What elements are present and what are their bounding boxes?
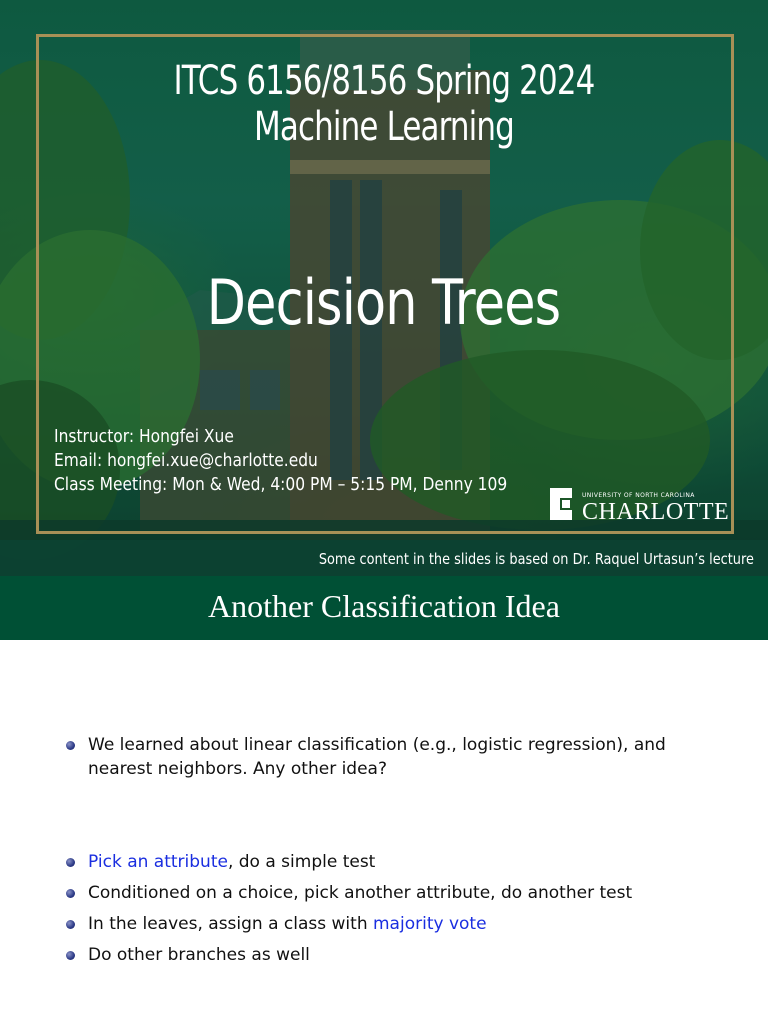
email-line: Email: hongfei.xue@charlotte.edu [54, 450, 318, 471]
lecture-title-text: Decision Trees [207, 266, 561, 339]
list-item [64, 912, 714, 936]
charlotte-c-mark-icon [546, 484, 578, 524]
bullet-icon [66, 858, 75, 867]
list-item [64, 850, 714, 874]
logo-charlotte-text: CHARLOTTE [582, 499, 730, 525]
intro-bullet-text: We learned about linear classification (e.g., logistic regression), and nearest neighbors. Any other idea? [88, 735, 666, 779]
course-info [54, 425, 507, 497]
university-logo [546, 482, 730, 526]
intro-bullet-list [64, 733, 714, 781]
slide-title: Another Classification Idea [208, 588, 560, 624]
step-text: Do other branches as well [88, 945, 310, 965]
step-text: Conditioned on a choice, pick another attribute, do another test [88, 883, 633, 903]
instructor-line: Instructor: Hongfei Xue [54, 426, 234, 447]
highlight-text: majority vote [373, 914, 487, 934]
bullet-icon [66, 951, 75, 960]
course-code-line: ITCS 6156/8156 Spring 2024 [173, 58, 595, 104]
list-item [64, 943, 714, 967]
course-name-line: Machine Learning [254, 104, 514, 150]
bullet-icon [66, 889, 75, 898]
highlight-text: Pick an attribute [88, 852, 228, 872]
course-title [0, 58, 768, 150]
credit-note: Some content in the slides is based on Dr. Raquel Urtasun’s lecture [318, 550, 754, 568]
logo-university-text: UNIVERSITY OF NORTH CAROLINA [582, 492, 695, 499]
bullet-icon [66, 741, 75, 750]
list-item [64, 881, 714, 905]
class-meeting-line: Class Meeting: Mon & Wed, 4:00 PM – 5:15 PM, Denny 109 [54, 474, 508, 495]
step-text: , do a simple test [227, 852, 376, 872]
lecture-title [0, 268, 768, 338]
step-text: In the leaves, assign a class with [88, 914, 373, 934]
list-item [64, 733, 714, 781]
bullet-icon [66, 920, 75, 929]
steps-bullet-list [64, 850, 714, 974]
